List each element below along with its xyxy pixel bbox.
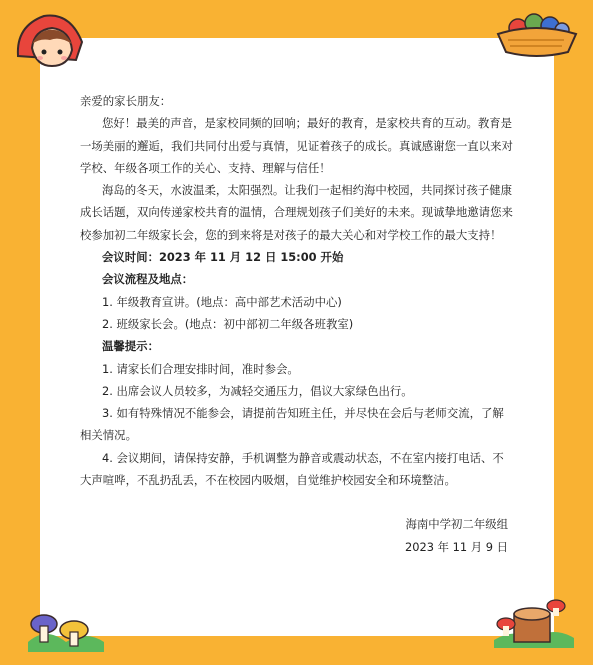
letter-date: 2023 年 11 月 9 日 [404,539,508,554]
tip-item: 4. 会议期间，请保持安静，手机调整为静音或震动状态，不在室内接打电话、不大声喧哗，不乱扔乱丢，不在校园内吸烟，自觉维护校园安全和环境整洁。 [80,450,504,488]
meeting-time: 会议时间：2023 年 11 月 12 日 15:00 开始 [102,250,344,265]
tree-stump-mushroom-icon [494,598,574,648]
tip-item: 3. 如有特殊情况不能参会，请提前告知班主任，并尽快在会后与老师交流，了解相关情况。 [80,406,504,443]
agenda-item: 2. 班级家长会。(地点：初中部初二年级各班教室) [102,316,354,331]
invitation-letter [40,38,554,636]
tip-item: 2. 出席会议人员较多，为减轻交通压力，倡议大家绿色出行。 [102,383,413,398]
mushroom-left-icon [26,608,106,652]
girl-red-hood-icon [10,8,90,70]
spacer [80,491,513,513]
greeting: 亲爱的家长朋友： [80,94,172,108]
paragraph-2: 海岛的冬天，水波温柔，太阳强烈。让我们一起相约海中校园，共同探讨孩子健康成长话题，双向传递家校共育的温情，合理规划孩子们美好的未来。现诚挚地邀请您来校参加初二年级家长会，您的到来将是对孩子的最大关心和对学校工作的最大支持！ [80,183,513,242]
tip-item: 1. 请家长们合理安排时间，准时参会。 [102,361,299,376]
signature: 海南中学初二年级组 [405,517,508,532]
tips-heading: 温馨提示： [102,339,159,354]
agenda-heading: 会议流程及地点： [102,272,194,287]
fruit-basket-icon [494,8,580,58]
paragraph-1: 您好！最美的声音，是家校同频的回响；最好的教育，是家校共育的互动。教育是一场美丽的邂逅，我们共同付出爱与真情，见证着孩子的成长。真诚感谢您一直以来对学校、年级各项工作的关心、支持、理解与信任！ [80,116,513,175]
agenda-item: 1. 年级教育宣讲。(地点：高中部艺术活动中心) [102,294,342,309]
